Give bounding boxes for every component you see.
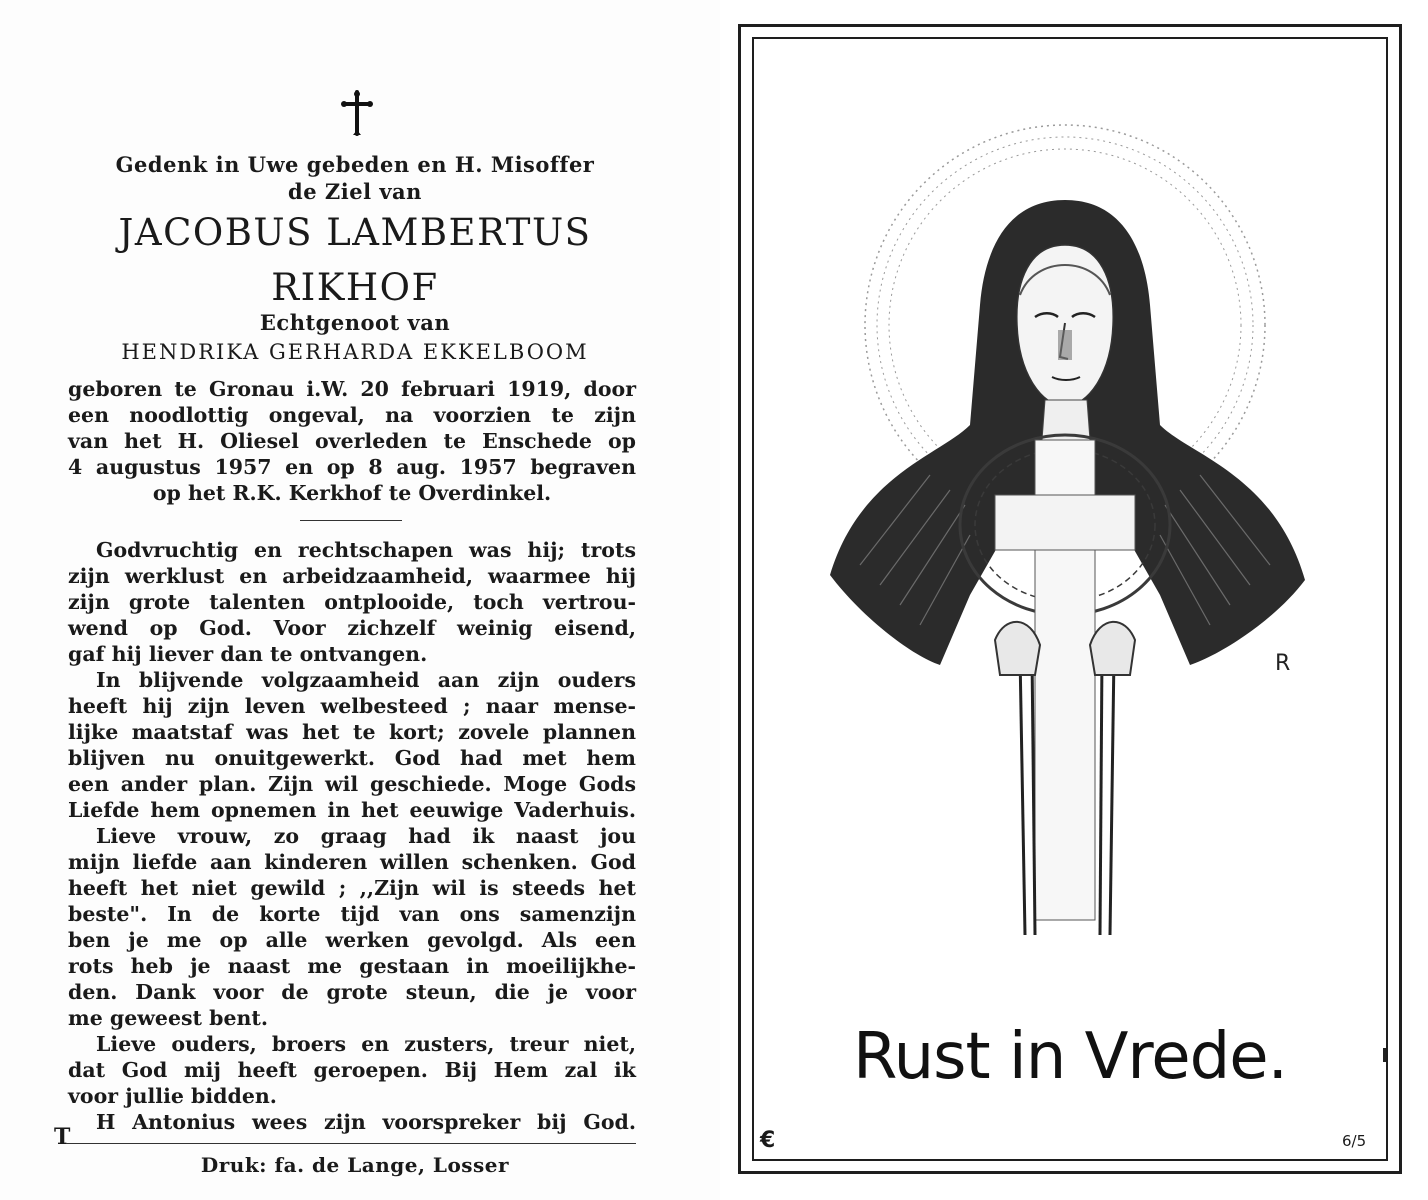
eulogy-line: Liefde hem opnemen in het eeuwige Vaderhuis. — [68, 798, 636, 822]
madonna-illustration — [820, 95, 1320, 945]
eulogy-line: heeft hij zijn leven welbesteed ; naar mense- — [68, 694, 636, 718]
eulogy-text — [68, 537, 636, 1135]
eulogy-line: gaf hij liever dan te ontvangen. — [68, 642, 428, 666]
eulogy-line: voor jullie bidden. — [68, 1084, 277, 1108]
deceased-name-first: JACOBUS LAMBERTUS — [118, 211, 592, 254]
intro-line-1: Gedenk in Uwe gebeden en H. Misoffer — [115, 152, 595, 177]
motto-rust-in-vrede: Rust in Vrede. — [852, 1020, 1288, 1094]
eulogy-line: den. Dank voor de grote steun, die je voor — [68, 980, 636, 1004]
eulogy-line: In blijvende volgzaamheid aan zijn ouders — [96, 668, 636, 692]
eulogy-line: Lieve ouders, broers en zusters, treur niet, — [96, 1032, 636, 1056]
artist-monogram: R — [1275, 651, 1291, 676]
bio-line: 4 augustus 1957 en op 8 aug. 1957 begraven — [68, 455, 636, 479]
spouse-name: HENDRIKA GERHARDA EKKELBOOM — [121, 340, 589, 364]
print-number: 6/5 — [1342, 1132, 1367, 1150]
eulogy-line: H Antonius wees zijn voorspreker bij God. — [96, 1110, 636, 1134]
spouse-label: Echtgenoot van — [259, 310, 451, 335]
eulogy-line: wend op God. Voor zichzelf weinig eisend, — [68, 616, 636, 640]
divider-long — [66, 1143, 636, 1144]
eulogy-line: zijn werklust en arbeidzaamheid, waarmee hij — [68, 564, 636, 588]
eulogy-line: een ander plan. Zijn wil geschiede. Moge Gods — [68, 772, 636, 796]
cross-icon — [340, 90, 374, 136]
eulogy-line: zijn grote talenten ontplooide, toch vertrou- — [68, 590, 636, 614]
eulogy-line: me geweest bent. — [68, 1006, 269, 1030]
hands — [995, 622, 1040, 675]
eulogy-line: blijven nu onuitgewerkt. God had met hem — [68, 746, 636, 770]
biography-paragraph — [68, 376, 636, 506]
bio-line: een noodlottig ongeval, na voorzien te zijn — [68, 403, 636, 427]
deceased-name-last: RIKHOF — [271, 266, 439, 309]
printer-credit: Druk: fa. de Lange, Losser — [200, 1153, 510, 1177]
eulogy-line: Lieve vrouw, zo graag had ik naast jou — [96, 824, 636, 848]
eulogy-line: heeft het niet gewild ; ,,Zijn wil is steeds het — [68, 876, 636, 900]
eulogy-line: beste". In de korte tijd van ons samenzijn — [68, 902, 636, 926]
divider-short — [300, 520, 402, 521]
intro-line-2: de Ziel van — [288, 179, 422, 204]
eulogy-line: Godvruchtig en rechtschapen was hij; trots — [96, 538, 636, 562]
bio-line: geboren te Gronau i.W. 20 februari 1919, door — [68, 377, 636, 401]
t-mark: T — [54, 1124, 71, 1150]
eulogy-line: dat God mij heeft geroepen. Bij Hem zal ik — [68, 1058, 636, 1082]
devotional-image-page — [720, 0, 1428, 1200]
bio-line: op het R.K. Kerkhof te Overdinkel. — [152, 481, 552, 505]
eulogy-line: rots heb je naast me gestaan in moeilijkhe- — [68, 954, 636, 978]
bio-line: van het H. Oliesel overleden te Enschede op — [68, 429, 636, 453]
eulogy-line: mijn liefde aan kinderen willen schenken. God — [68, 850, 636, 874]
corner-mark: € — [760, 1128, 776, 1153]
eulogy-line: ben je me op alle werken gevolgd. Als een — [68, 928, 636, 952]
eulogy-line: lijke maatstaf was het te kort; zovele plannen — [68, 720, 636, 744]
frame-tick — [1383, 1048, 1386, 1062]
